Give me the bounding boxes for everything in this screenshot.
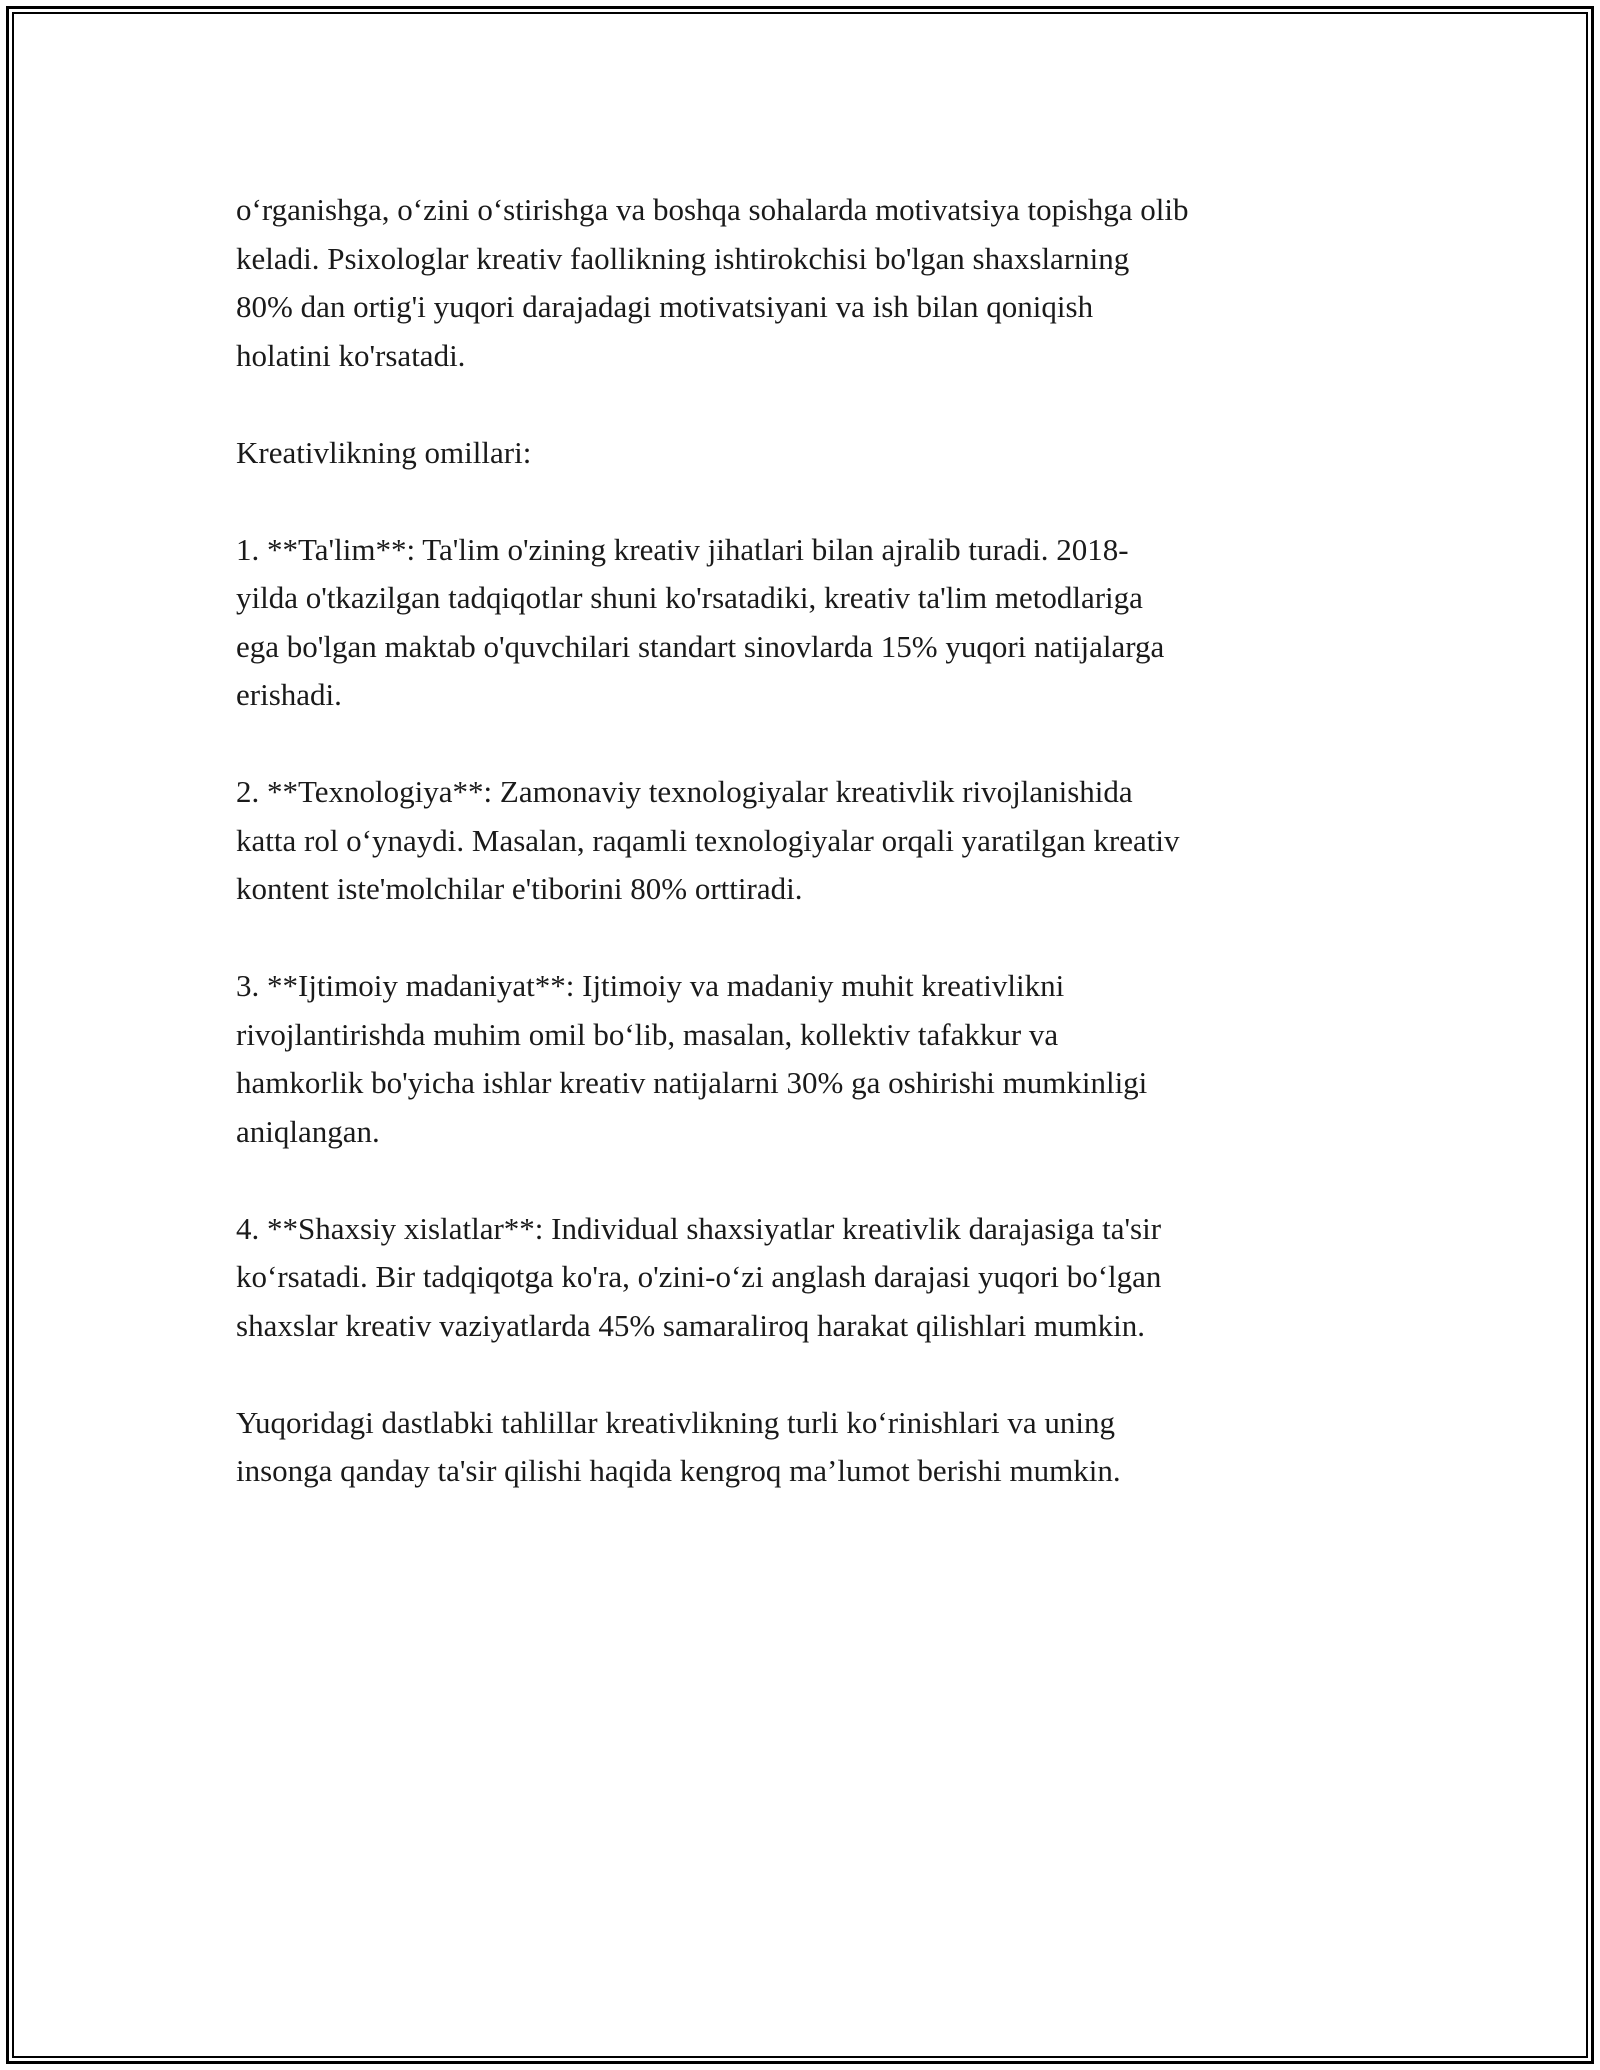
list-item-technology [236, 768, 1386, 914]
list-item-personal-traits [236, 1205, 1386, 1351]
text-line: rivojlantirishda muhim omil bo‘lib, masalan, kollektiv tafakkur va [236, 1016, 1059, 1052]
text-line: holatini ko'rsatadi. [236, 337, 466, 373]
text-line: insonga qanday ta'sir qilishi haqida kengroq ma’lumot berishi mumkin. [236, 1453, 1121, 1488]
list-item-education [236, 526, 1386, 720]
text-line: 80% dan ortig'i yuqori darajadagi motivatsiyani va ish bilan qoniqish [236, 289, 1094, 324]
text-line: erishadi. [236, 677, 342, 712]
text-line: o‘rganishga, o‘zini o‘stirishga va boshqa sohalarda motivatsiya topishga olib [236, 192, 1189, 227]
text-line: Yuqoridagi dastlabki tahlillar kreativlikning turli ko‘rinishlari va uning [236, 1404, 1116, 1440]
section-heading-factors [236, 429, 1386, 478]
text-line: 4. **Shaxsiy xislatlar**: Individual shaxsiyatlar kreativlik darajasiga ta'sir [236, 1210, 1162, 1246]
text-line: Kreativlikning omillari: [236, 434, 532, 470]
text-line: hamkorlik bo'yicha ishlar kreativ natijalarni 30% ga oshirishi mumkinligi [236, 1065, 1148, 1100]
text-line: kontent iste'molchilar e'tiborini 80% orttiradi. [236, 871, 803, 906]
text-line: ko‘rsatadi. Bir tadqiqotga ko'ra, o'zini-o‘zi anglash darajasi yuqori bo‘lgan [236, 1259, 1162, 1294]
text-line: keladi. Psixologlar kreativ faollikning ishtirokchisi bo'lgan shaxslarning [236, 240, 1130, 276]
document-body [236, 186, 1386, 1544]
text-line: 3. **Ijtimoiy madaniyat**: Ijtimoiy va madaniy muhit kreativlikni [236, 968, 1065, 1003]
text-line: 1. **Ta'lim**: Ta'lim o'zining kreativ jihatlari bilan ajralib turadi. 2018- [236, 531, 1129, 567]
text-line: yilda o'tkazilgan tadqiqotlar shuni ko'rsatadiki, kreativ ta'lim metodlariga [236, 580, 1143, 615]
text-line: ega bo'lgan maktab o'quvchilari standart sinovlarda 15% yuqori natijalarga [236, 628, 1165, 664]
text-line: shaxslar kreativ vaziyatlarda 45% samaraliroq harakat qilishlari mumkin. [236, 1307, 1146, 1343]
list-item-social-culture [236, 962, 1386, 1156]
text-line: 2. **Texnologiya**: Zamonaviy texnologiyalar kreativlik rivojlanishida [236, 774, 1133, 809]
text-line: katta rol o‘ynaydi. Masalan, raqamli texnologiyalar orqali yaratilgan kreativ [236, 822, 1180, 858]
text-line: aniqlangan. [236, 1113, 380, 1149]
paragraph-intro-continuation [236, 186, 1386, 380]
paragraph-conclusion [236, 1399, 1386, 1496]
